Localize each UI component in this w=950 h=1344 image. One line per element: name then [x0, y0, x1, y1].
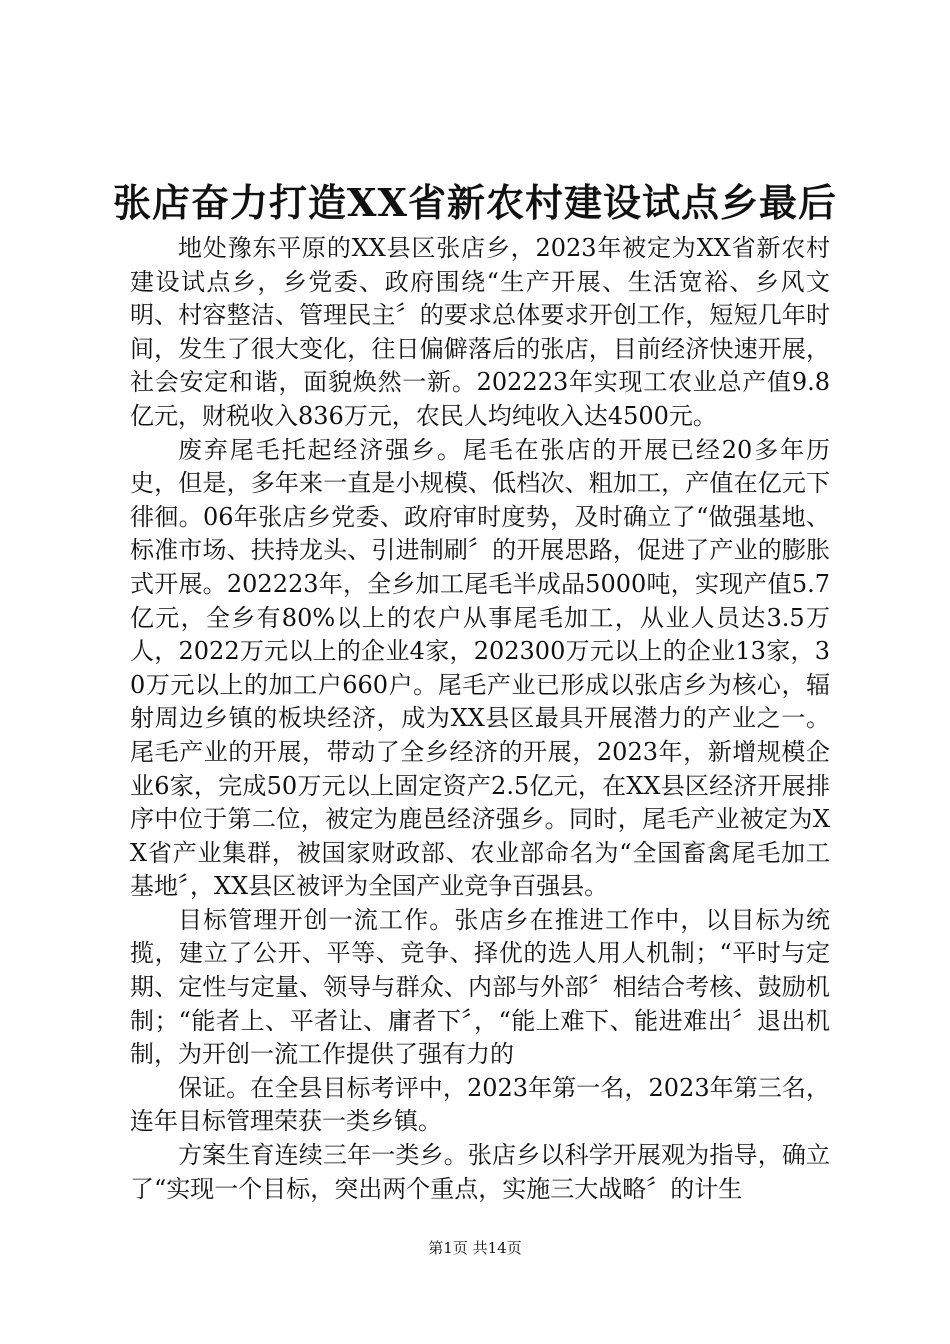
document-title: 张店奋力打造XX省新农村建设试点乡最后 — [113, 180, 837, 225]
paragraph-family-planning: 方案生育连续三年一类乡。张店乡以科学开展观为指导，确立了“实现一个目标，突出两个重点，实施三大战略〞的计生 — [130, 1141, 830, 1203]
document-body — [130, 232, 830, 1206]
paragraph-tail-hair-industry: 废弃尾毛托起经济强乡。尾毛在张店的开展已经20多年历史，但是，多年来一直是小规模、低档次、粗加工，产值在亿元下徘徊。06年张店乡党委、政府审时度势，及时确立了“做强基地、标准市场、扶持龙头、引进制刷〞的开展思路，促进了产业的膨胀式开展。202223年，全乡加工尾毛半成品5000吨，实现产值5.7亿元，全乡有80%以上的农户从事尾毛加工，从业人员达3.5万人，2022万元以上的企业4家，202300万元以上的企业13家，30万元以上的加工户660户。尾毛产业已形成以张店乡为核心，辐射周边乡镇的板块经济，成为XX县区最具开展潜力的产业之一。尾毛产业的开展，带动了全乡经济的开展，2023年，新增规模企业6家，完成50万元以上固定资产2.5亿元，在XX县区经济开展排序中位于第二位，被定为鹿邑经济强乡。同时，尾毛产业被定为XX省产业集群，被国家财政部、农业部命名为“全国畜禽尾毛加工基地〞，XX县区被评为全国产业竞争百强县。 — [130, 435, 830, 901]
page-number-footer: 第1页 共14页 — [428, 1239, 522, 1257]
paragraph-guarantee: 保证。在全县目标考评中，2023年第一名，2023年第三名，连年目标管理荣获一类乡镇。 — [130, 1073, 830, 1136]
paragraph-target-management: 目标管理开创一流工作。张店乡在推进工作中，以目标为统揽，建立了公开、平等、竞争、择优的选人用人机制；“平时与定期、定性与定量、领导与群众、内部与外部〞相结合考核、鼓励机制；“能者上、平者让、庸者下〞，“能上难下、能进难出〞退出机制，为开创一流工作提供了强有力的 — [130, 905, 830, 1069]
paragraph-intro: 地处豫东平原的XX县区张店乡，2023年被定为XX省新农村建设试点乡，乡党委、政府围绕“生产开展、生活宽裕、乡风文明、村容整洁、管理民主〞的要求总体要求开创工作，短短几年时间，发生了很大变化，往日偏僻落后的张店，目前经济快速开展，社会安定和谐，面貌焕然一新。202223年实现工农业总产值9.8亿元，财税收入836万元，农民人均纯收入达4500元。 — [130, 234, 830, 430]
